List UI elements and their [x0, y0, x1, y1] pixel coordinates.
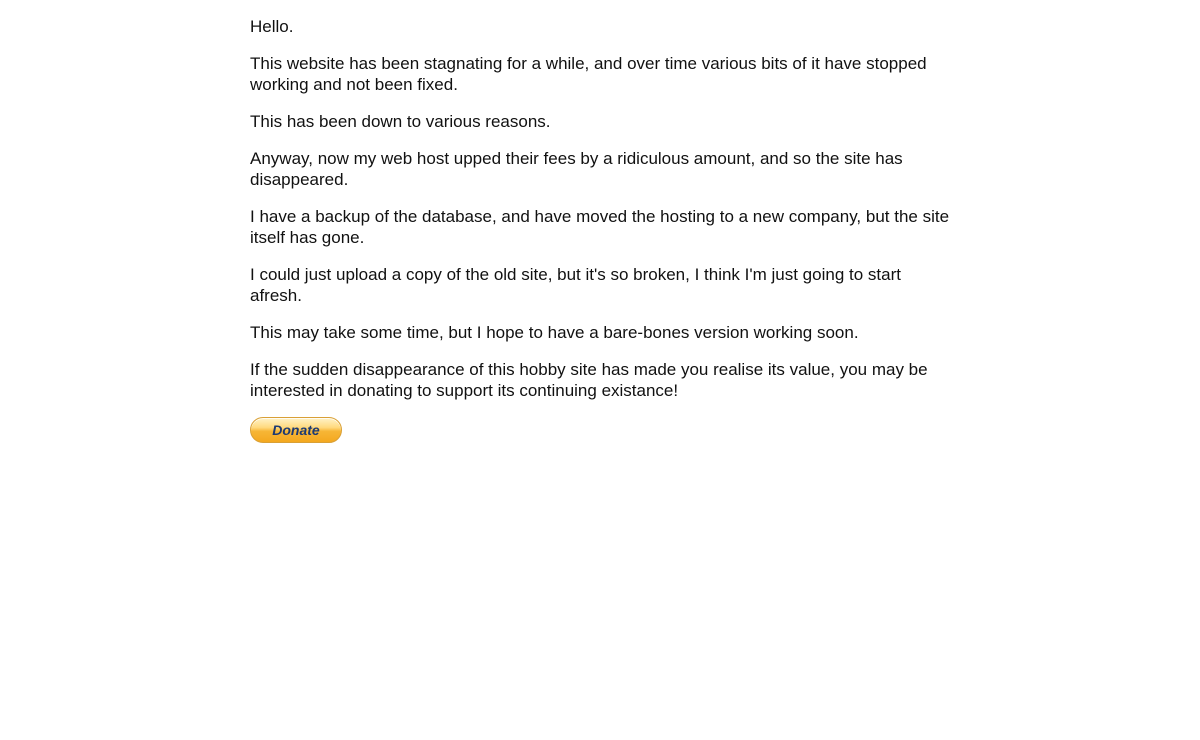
web-host-paragraph: Anyway, now my web host upped their fees by a ridiculous amount, and so the site has disappeared. [250, 149, 903, 189]
backup-paragraph: I have a backup of the database, and have moved the hosting to a new company, but the site itself has gone. [250, 207, 950, 247]
reasons-paragraph: This has been down to various reasons. [250, 112, 551, 131]
donate-container [250, 417, 950, 445]
stagnating-paragraph: This website has been stagnating for a while, and over time various bits of it have stopped working and not been fixed. [250, 54, 927, 94]
greeting-paragraph: Hello. [250, 17, 294, 36]
donation-request-paragraph: If the sudden disappearance of this hobby site has made you realise its value, you may be interested in donating to support its continuing existance! [250, 360, 928, 400]
start-afresh-paragraph: I could just upload a copy of the old site, but it's so broken, I think I'm just going to start afresh. [250, 265, 901, 305]
time-paragraph: This may take some time, but I hope to have a bare-bones version working soon. [250, 323, 859, 342]
donate-button[interactable]: Donate [250, 417, 342, 443]
message-page [250, 16, 950, 445]
